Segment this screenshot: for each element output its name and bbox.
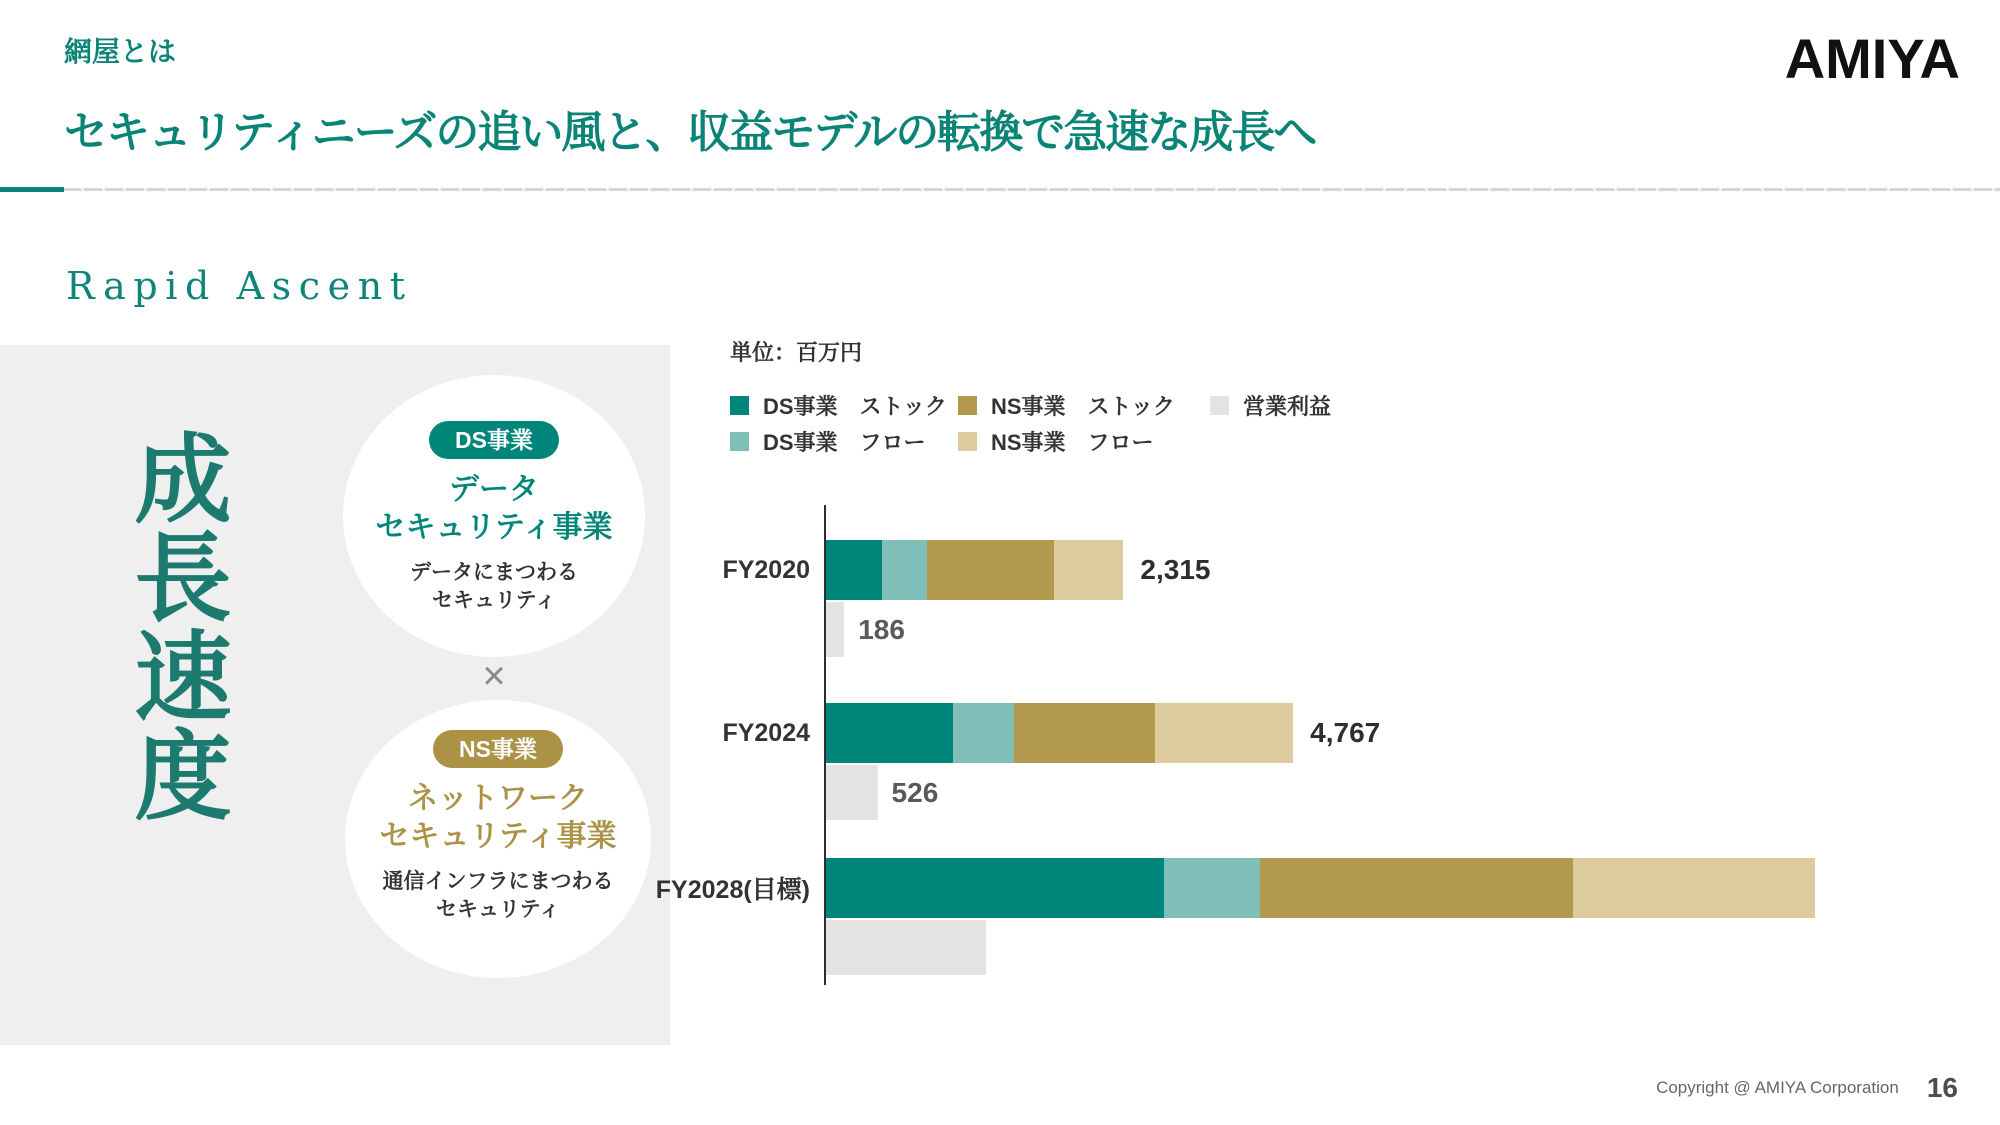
header-divider-accent	[0, 187, 64, 192]
legend-label: 営業利益	[1243, 394, 1332, 419]
multiply-symbol: ×	[482, 654, 506, 698]
operating-profit-bar	[826, 920, 986, 975]
ds-subtitle-line1: データにまつわる	[410, 561, 578, 584]
bar-segment	[1014, 703, 1155, 763]
legend-item	[958, 390, 1175, 421]
legend-label: NS事業 ストック	[991, 394, 1175, 419]
operating-profit-label: 186	[858, 613, 905, 645]
page-number: 16	[1926, 1072, 1958, 1103]
legend-item	[730, 390, 947, 421]
vertical-title: 成長速度	[118, 428, 232, 824]
operating-profit-bar	[826, 602, 844, 657]
operating-profit-label: 526	[891, 776, 939, 808]
ds-badge: DS事業	[429, 421, 559, 459]
ns-badge: NS事業	[433, 730, 563, 768]
ds-title-line2: セキュリティ事業	[375, 511, 613, 544]
copyright-text: Copyright @ AMIYA Corporation	[1656, 1078, 1899, 1097]
page-title: セキュリティニーズの追い風と、収益モデルの転換で急速な成長へ	[64, 108, 1316, 157]
legend-label: DS事業 ストック	[763, 394, 947, 419]
stacked-bar-FY2020	[722, 540, 1211, 600]
section-heading: Rapid Ascent	[66, 264, 413, 308]
ns-subtitle-line1: 通信インフラにまつわる	[382, 870, 614, 893]
stacked-bar-FY2028(目標)	[655, 858, 1815, 918]
legend-swatch	[730, 432, 749, 451]
legend-label: DS事業 フロー	[763, 430, 926, 455]
stacked-bar-FY2024	[722, 703, 1381, 763]
legend-swatch	[730, 396, 749, 415]
header-divider	[0, 188, 2000, 191]
bar-segment	[1164, 858, 1260, 918]
operating-profit-bar	[826, 765, 878, 820]
bar-segment	[953, 703, 1014, 763]
legend-label: NS事業 フロー	[991, 430, 1154, 455]
ds-circle-title	[376, 471, 613, 547]
bar-segment	[1155, 703, 1293, 763]
category-label: FY2028(目標)	[655, 876, 810, 904]
legend-item	[958, 426, 1154, 457]
bar-chart-plot	[655, 505, 1944, 985]
ns-title-line1: ネットワーク	[408, 782, 588, 815]
ns-business-circle	[345, 700, 651, 978]
bar-segment	[826, 858, 1164, 918]
legend-swatch	[1210, 396, 1229, 415]
ns-subtitle-line2: セキュリティ	[436, 898, 560, 921]
ds-circle-subtitle	[410, 559, 578, 615]
ns-title-line2: セキュリティ事業	[379, 820, 617, 853]
legend-swatch	[958, 432, 977, 451]
ns-circle-subtitle	[383, 868, 614, 924]
total-value-label: 2,315	[1140, 554, 1211, 585]
legend-item	[1210, 390, 1331, 421]
legend-swatch	[958, 396, 977, 415]
header-eyebrow: 網屋とは	[64, 36, 177, 67]
bar-segment	[882, 540, 927, 600]
total-value-label: 4,767	[1310, 717, 1381, 748]
ns-circle-title	[380, 780, 617, 856]
bar-segment	[1260, 858, 1573, 918]
category-label: FY2024	[722, 718, 810, 747]
bar-segment	[1573, 858, 1815, 918]
bar-segment	[927, 540, 1054, 600]
bar-segment	[1054, 540, 1123, 600]
bar-segment	[826, 703, 953, 763]
category-label: FY2020	[722, 555, 810, 584]
legend-item	[730, 426, 926, 457]
bar-segment	[826, 540, 882, 600]
footer	[1656, 1072, 1958, 1104]
ds-title-line1: データ	[449, 473, 539, 506]
ds-subtitle-line2: セキュリティ	[432, 589, 556, 612]
chart-unit-label: 単位：百万円	[730, 340, 863, 365]
amiya-logo: AMIYA	[1784, 27, 1960, 90]
ds-business-circle	[343, 375, 645, 657]
